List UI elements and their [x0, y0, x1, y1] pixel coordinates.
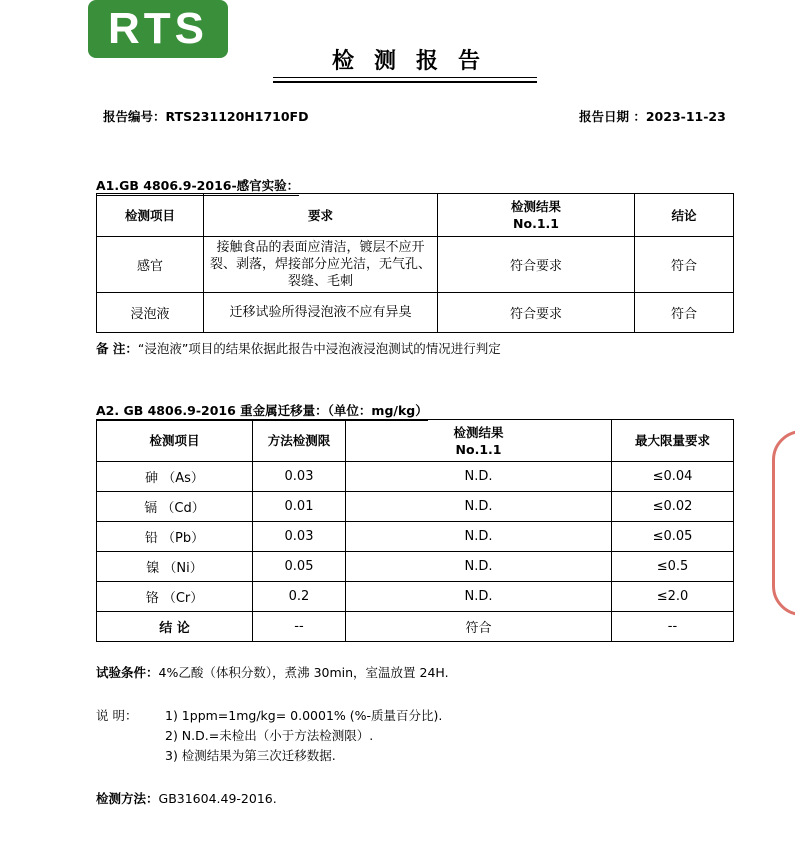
conditions-label: 试验条件： — [96, 665, 159, 680]
test-method — [96, 789, 277, 807]
section1-title: A1.GB 4806.9-2016-感官实验： — [96, 176, 299, 196]
cell-limit: 0.03 — [253, 522, 346, 552]
explanation-item: 1) 1ppm=1mg/kg= 0.0001% (%-质量百分比). — [165, 708, 443, 723]
seal-stamp — [772, 430, 795, 616]
cell-conclusion: 符合 — [635, 293, 734, 333]
title-underline-double — [273, 81, 537, 83]
table-header-row — [97, 194, 734, 237]
cell-result: 符合 — [346, 612, 612, 642]
cell-result: N.D. — [346, 522, 612, 552]
cell-max: ≤0.04 — [612, 462, 734, 492]
cell-item: 铬 （Cr） — [97, 582, 253, 612]
table-row — [97, 552, 734, 582]
cell-max: ≤0.05 — [612, 522, 734, 552]
cell-result: N.D. — [346, 582, 612, 612]
table-row — [97, 582, 734, 612]
table-header-row — [97, 420, 734, 462]
sensory-table — [96, 193, 734, 333]
explanation-item: 3) 检测结果为第三次迁移数据. — [165, 748, 336, 763]
method-text: GB31604.49-2016. — [158, 791, 277, 806]
report-number-value: RTS231120H1710FD — [165, 109, 309, 124]
header-item: 检测项目 — [97, 420, 253, 462]
table-row — [97, 293, 734, 333]
explanation-item: 2) N.D.=未检出（小于方法检测限）. — [165, 728, 374, 743]
cell-result: 符合要求 — [438, 293, 635, 333]
title-underline — [273, 77, 537, 78]
cell-result: N.D. — [346, 462, 612, 492]
header-max-limit: 最大限量要求 — [612, 420, 734, 462]
cell-result: N.D. — [346, 492, 612, 522]
cell-max: ≤2.0 — [612, 582, 734, 612]
header-sample-no: No.1.1 — [455, 441, 502, 457]
cell-requirement: 接触食品的表面应清洁，镀层不应开裂、剥落，焊接部分应光洁，无气孔、裂缝、毛刺 — [204, 237, 438, 293]
section1-note — [96, 339, 501, 357]
header-requirement: 要求 — [204, 194, 438, 237]
conclusion-row — [97, 612, 734, 642]
cell-item: 镉 （Cd） — [97, 492, 253, 522]
cell-item: 铅 （Pb） — [97, 522, 253, 552]
note-text: “浸泡液”项目的结果依据此报告中浸泡液浸泡测试的情况进行判定 — [137, 341, 501, 356]
report-date — [579, 107, 726, 125]
cell-item: 感官 — [97, 237, 204, 293]
cell-max: -- — [612, 612, 734, 642]
logo-text: RTS — [108, 4, 208, 53]
cell-max: ≤0.02 — [612, 492, 734, 522]
report-number — [103, 107, 308, 125]
section2-title: A2. GB 4806.9-2016 重金属迁移量：（单位：mg/kg） — [96, 401, 428, 421]
test-conditions — [96, 663, 449, 681]
rts-logo — [88, 0, 228, 58]
cell-result: N.D. — [346, 552, 612, 582]
cell-limit: 0.03 — [253, 462, 346, 492]
header-detection-limit: 方法检测限 — [253, 420, 346, 462]
header-result — [438, 194, 635, 237]
cell-result: 符合要求 — [438, 237, 635, 293]
report-title: 检测报告 — [331, 49, 500, 74]
cell-requirement: 迁移试验所得浸泡液不应有异臭 — [204, 293, 438, 333]
report-date-value: 2023-11-23 — [645, 109, 726, 124]
conditions-text: 4%乙酸（体积分数），煮沸 30min，室温放置 24H. — [158, 665, 449, 680]
cell-item: 结 论 — [97, 612, 253, 642]
cell-item: 镍 （Ni） — [97, 552, 253, 582]
header-result-label: 检测结果 — [510, 199, 561, 214]
note-label: 备 注： — [96, 341, 138, 356]
cell-item: 浸泡液 — [97, 293, 204, 333]
method-label: 检测方法： — [96, 791, 159, 806]
report-date-label: 报告日期 ： — [579, 109, 646, 124]
cell-limit: 0.01 — [253, 492, 346, 522]
header-item: 检测项目 — [97, 194, 204, 237]
table-row — [97, 237, 734, 293]
heavy-metal-table — [96, 419, 734, 642]
cell-limit: 0.05 — [253, 552, 346, 582]
cell-item: 砷 （As） — [97, 462, 253, 492]
explanation-label: 说 明： — [96, 708, 138, 723]
table-row — [97, 492, 734, 522]
report-number-label: 报告编号： — [103, 109, 166, 124]
header-sample-no: No.1.1 — [513, 216, 559, 231]
header-result — [346, 420, 612, 462]
table-row — [97, 522, 734, 552]
cell-conclusion: 符合 — [635, 237, 734, 293]
cell-limit: -- — [253, 612, 346, 642]
cell-limit: 0.2 — [253, 582, 346, 612]
header-result-label: 检测结果 — [453, 424, 504, 440]
cell-max: ≤0.5 — [612, 552, 734, 582]
table-row — [97, 462, 734, 492]
header-conclusion: 结论 — [635, 194, 734, 237]
